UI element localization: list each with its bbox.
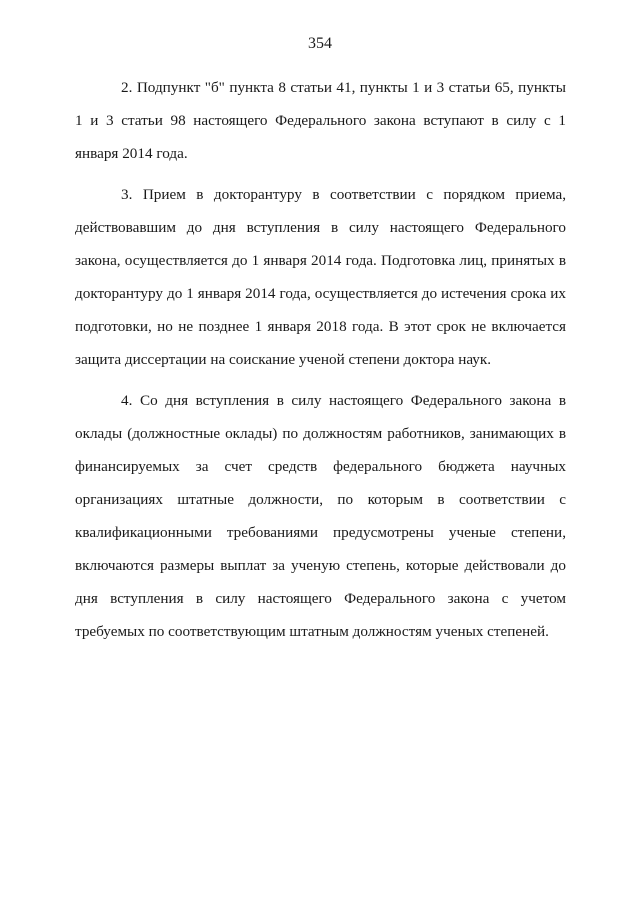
paragraph-2: 2. Подпункт "б" пункта 8 статьи 41, пункты 1 и 3 статьи 65, пункты 1 и 3 статьи 98 настоящего Федерального закона вступают в силу с 1 января 2014 года. <box>75 79 566 162</box>
paragraph-3: 3. Прием в докторантуру в соответствии с порядком приема, действовавшим до дня вступления в силу настоящего Федерального закона, осуществляется до 1 января 2014 года. Подготовка лиц, принятых в докторантуру до 1 января 2014 года, осуществляется до истечения срока их подготовки, но не позднее 1 января 2018 года. В этот срок не включается защита диссертации на соискание ученой степени доктора наук. <box>75 186 566 368</box>
page-number: 354 <box>308 35 332 52</box>
document-body <box>75 71 566 656</box>
paragraph-4: 4. Со дня вступления в силу настоящего Федерального закона в оклады (должностные оклады) по должностям работников, занимающих в финансируемых за счет средств федерального бюджета научных организациях штатные должности, по которым в соответствии с квалификационными требованиями предусмотрены ученые степени, включаются размеры выплат за ученую степень, которые действовали до дня вступления в силу настоящего Федерального закона с учетом требуемых по соответствующим штатным должностям ученых степеней. <box>75 392 566 640</box>
